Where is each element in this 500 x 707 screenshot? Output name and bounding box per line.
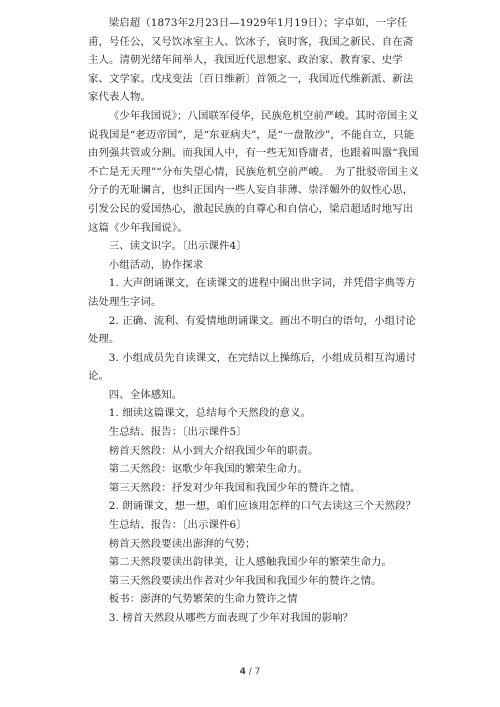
paragraph-summary-6: 生总结、报告：〔出示课件6〕 [108,519,247,532]
paragraph-third-section: 第三天然段：抒发对少年我国和我国少年的赞许之情。 [108,481,361,494]
paragraph-first-section: 榜首天然段：从小到大介绍我国少年的职责。 [108,444,319,457]
section-heading-overall: 四、全体感知。 [108,388,183,401]
paragraph-biography: 梁启超（1873年2月23日—1929年1月19日）；字卓如，一字任甫，号任公，又号饮冰室主人、饮冰子，哀时客，我国之新民、自在斋主人。清朝光绪年间举人，我国近代思想家、政治家、教育家、史学家、文学家。戊戌变法〔百日维新〕首领之一，我国近代维新派、新法家代表人物。 [88,17,414,104]
page-number [0,667,500,677]
paragraph-third-tone: 第三天然段要读出作者对少年我国和我国少年的赞许之情。 [108,574,382,587]
paragraph-second-tone: 第二天然段要读出韵律美，让人感触我国少年的繁荣生命力。 [108,556,393,569]
section-heading-reading: 三、读文识字。〔出示课件4〕 [108,240,247,253]
page-total: 7 [254,667,261,677]
paragraph-group-activity: 小组活动，协作探求 [108,258,204,271]
paragraph-board-writing: 板书：澎湃的气势繁荣的生命力赞许之情 [108,593,298,606]
list-item-3: 3. 小组成员先自读课文，在完结以上操练后，小组成员相互沟通讨论。 [88,351,417,383]
page-separator: / [245,667,255,677]
page-current: 4 [239,667,246,677]
paragraph-second-section: 第二天然段：讴歌少年我国的繁荣生命力。 [108,463,309,476]
paragraph-summary-5: 生总结、报告：〔出示课件5〕 [108,426,247,439]
list-item-recite: 2. 朗诵课文，想一想，咱们应该用怎样的口气去读这三个天然段？ [108,500,417,513]
paragraph-first-tone: 榜首天然段要读出澎湃的气势； [108,537,256,550]
list-item-read: 1. 细读这篇课文，总结每个天然段的意义。 [108,407,312,420]
list-item-1: 1. 大声朗诵课文，在读课文的进程中圈出世字词，并凭借字典等方法处理生字词。 [88,277,417,308]
list-item-2: 2. 正确、流利、有爱情地朗诵课文。画出不明白的语句，小组讨论处理。 [88,314,417,346]
document-body [88,14,420,628]
paragraph-background: 《少年我国说》；八国联军侵华，民族危机空前严峻。其时帝国主义说我国是“老迈帝国”，是“东亚病夫”，是“一盘散沙”，不能自立，只能由列强共管或分割。而我国人中，有一些无知昏庸者，也跟着叫嚣“我国不亡是无天理”“分布失望心情，民族危机空前严峻。 为了批驳帝国主义分子的无耻谰言，也纠正国内一些人妄自菲薄、崇洋媚外的奴性心思，引发公民的爱国热心，激起民族的自尊心和自信心，梁启超适时地写出这篇《少年我国说》。 [88,109,419,234]
list-item-question: 3. 榜首天然段从哪些方面表现了少年对我国的影响？ [108,612,354,624]
